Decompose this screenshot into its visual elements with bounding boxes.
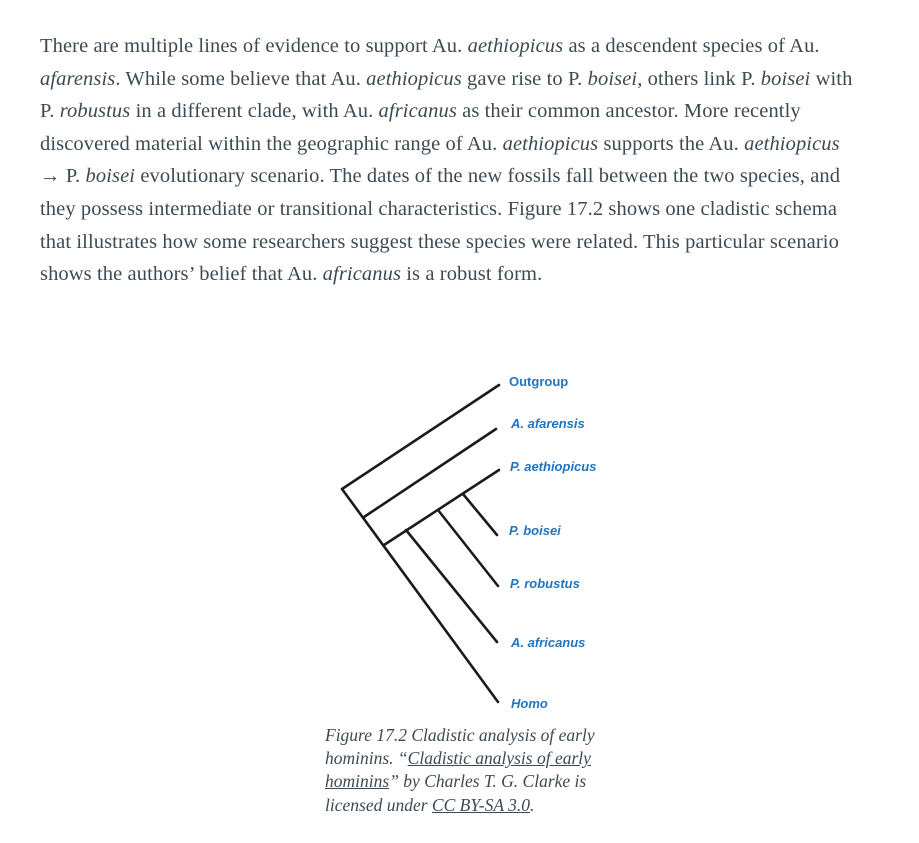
clade-label-homo: Homo — [511, 696, 548, 711]
text-run: . While some believe that Au. — [115, 67, 367, 90]
text-run: There are multiple lines of evidence to support Au. — [40, 35, 468, 57]
clade-label-p-boisei: P. boisei — [509, 523, 561, 538]
caption-link[interactable]: CC BY-SA 3.0 — [431, 794, 530, 815]
body-paragraph — [40, 30, 855, 291]
text-run: in a different clade, with Au. — [130, 100, 379, 123]
text-run: as a descendent species of Au. — [563, 35, 820, 57]
text-run: aethiopicus — [467, 35, 564, 57]
branch-boisei — [463, 494, 497, 535]
clade-label-p-aethiopicus: P. aethiopicus — [510, 459, 597, 474]
branch-afarensis — [364, 429, 496, 517]
text-run: afarensis — [40, 67, 116, 90]
branch-robustus — [438, 510, 498, 586]
text-run: africanus — [322, 263, 402, 286]
text-run: is a robust form. — [401, 263, 543, 286]
text-run: boisei — [85, 165, 136, 188]
text-run: evolutionary scenario. The dates of the new fossils fall between the two species, and they possess intermediate or transitional characteristics. Figure 17.2 shows one cladistic schema that illustrates how some researchers suggest these species were related. This particular scenario shows the authors’ belief that Au. — [40, 165, 841, 286]
text-run: africanus — [378, 100, 457, 123]
text-run: , others link P. — [637, 67, 761, 90]
caption-link[interactable]: Cladistic analysis of early hominins — [325, 748, 591, 792]
text-run: robustus — [59, 100, 131, 123]
clade-label-a-afarensis: A. afarensis — [511, 416, 585, 431]
clade-label-outgroup: Outgroup — [509, 374, 569, 389]
figure-caption — [325, 724, 615, 817]
clade-line-aethiopicus — [384, 470, 499, 545]
text-run: → P. — [40, 165, 86, 188]
branch-africanus — [406, 530, 497, 642]
text-run: aethiopicus — [744, 132, 840, 155]
text-run: Figure 17.2 Cladistic analysis of early hominins. “ — [325, 725, 595, 769]
text-run: boisei — [760, 67, 811, 90]
text-run: supports the Au. — [598, 132, 745, 155]
text-run: gave rise to P. — [461, 67, 588, 90]
text-run: . — [529, 794, 535, 815]
backbone-to-homo — [342, 489, 498, 702]
text-run: aethiopicus — [502, 132, 599, 155]
clade-label-a-africanus: A. africanus — [511, 635, 586, 650]
text-run: as their common ancestor. More recently discovered material within the geographic range of Au. — [40, 100, 801, 155]
text-run: ” by Charles T. G. Clarke is licensed under — [325, 771, 587, 815]
branch-outgroup — [342, 385, 499, 489]
text-run: aethiopicus — [366, 67, 462, 90]
text-run: boisei — [587, 67, 638, 90]
text-run: with P. — [40, 67, 853, 123]
clade-label-p-robustus: P. robustus — [510, 576, 580, 591]
